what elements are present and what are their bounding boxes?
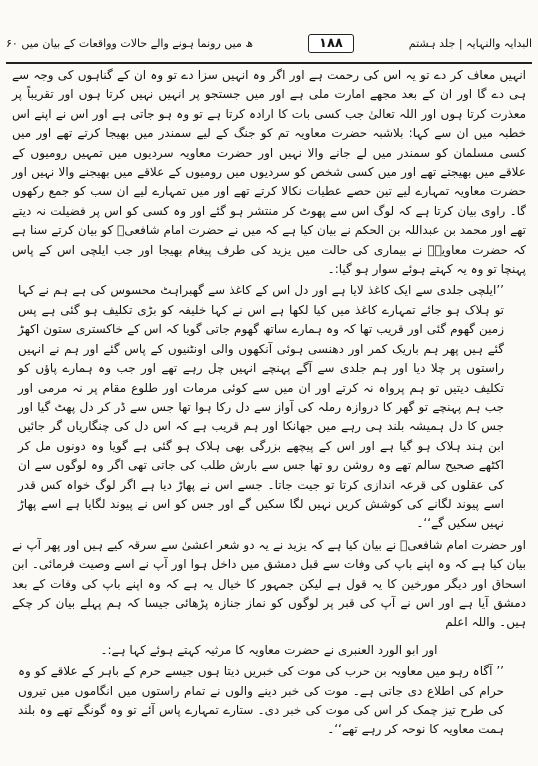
page-number: ۱۸۸ (308, 34, 354, 53)
volume-label: جلد ہشتم (408, 36, 456, 50)
page-body (12, 66, 526, 748)
page-header (6, 28, 532, 58)
header-separator: | (455, 36, 463, 50)
paragraph-1: انہیں معاف کر دے تو یہ اس کی رحمت ہے اور اگر وہ انہیں سزا دے تو وہ ان کے گناہوں کی وجہ سے ہی دے گا اور ان کے بعد مجھے امارت ملی ہے اور میں جستجو پر انہیں نہیں کرتا ہوں اور تقریباً پر معذرت کرتا ہوں اور اللہ تعالیٰ جب کسی بات کا ارادہ کرتا ہے تو وہ ہو جاتی ہے اور اس نے اپنے اس خطبہ میں ان سے کہا: بلاشبہ حضرت معاویہ تم کو جنگ کے لیے سمندر میں بھیجا کرتے تھے اور میں کسی مسلمان کو سمندر میں لے جانے والا نہیں اور حضرت معاویہ سردیوں میں تمہیں رومیوں کے علاقے میں بھیجتے تھے اور میں کسی شخص کو سردیوں میں رومیوں کے علاقے میں بھیجنے والا نہیں اور حضرت معاویہ تمہارے لیے تین حصے عطیات نکالا کرتے تھے اور میں تمہارے لیے ان سب کو جمع رکھوں گا۔ راوی بیان کرتا ہے کہ لوگ اس سے پھوٹ کر منتشر ہو گئے اور وہ کسی کو اس پر فضیلت نہ دیتے تھے اور محمد بن عبداللہ بن الحکم نے بیان کیا ہے کہ میں نے حضرت امام شافعیؒ کو بیان کرتے سنا ہے کہ حضرت معاویہؓ نے بیماری کی حالت میں یزید کی طرف پیغام بھیجا اور جب ایلچی اس کے پاس پہنچا تو وہ یہ کہتے ہوئے سوار ہو گیا:۔ (12, 68, 526, 277)
poem-quote: ’’ایلچی جلدی سے ایک کاغذ لایا ہے اور دل اس کے کاغذ سے گھبراہٹ محسوس کی ہے ہم نے کہا تو ہلاک ہو جائے تمہارے کاغذ میں کیا لکھا ہے اس نے کہا خلیفہ کو بڑی تکلیف ہو گئی ہے پس زمین گھوم گئی اور قریب تھا کہ وہ ہمارے ساتھ گھوم جاتی گویا کہ اس کے خاکستری ستون اکھڑ گئے ہیں پھر ہم باریک کمر اور دھنسی ہوئی آنکھوں والی اونٹنیوں کے پاس گئے اور ہم نے انہیں راستوں پر چلا دیا اور ہم جلدی سے آگے پہنچے انہیں چل رہے تھے اور جب وہ ہمارے پاؤں کو تکلیف دیتیں تو ہم پرواہ نہ کرتے اور ان میں سے کوئی مرمات اور طلوع مقام پر نہ مرمی اور جب ہم پہنچے تو گھر کا دروازہ رملہ کی آواز سے دل رکا ہوا تھا جس سے ڈر کر دل پھٹ گیا اور جس کا دل ہمیشہ بلند ہی رہے میں جھانکا اور ہم قریب ہے کہ اس دل کی چنگاریاں گر جائیں ابن ہند ہلاک ہو گیا ہے اور اس کے پیچھے بزرگی بھی ہلاک ہو گئی ہے گویا وہ دونوں مل کر اکٹھے صحیح سالم تھے وہ روشن رو تھا جس سے بارش طلب کی جاتی تھی اگر وہ لوگوں سے ان کی عقلوں کی قرعہ اندازی کرتا تو جیت جاتا۔ جسے اس نے پھاڑ دیا ہے اگر لوگ خواہ کس قدر اسے پیوند لگانے کی کوشش کریں نہیں لگا سکیں گے اور جس کو اس نے پیوند لگایا ہے اسے پھاڑ نہیں سکیں گے‘‘۔ (18, 283, 504, 531)
chapter-title: ۶۰ ھ میں رونما ہونے والے حالات وواقعات کے بیان میں (6, 36, 254, 50)
poem-intro: اور ابو الورد العنبری نے حضرت معاویہ کا مرثیہ کہتے ہوئے کہا ہے:۔ (100, 642, 438, 657)
book-name: البدایہ والنہایہ (466, 36, 532, 50)
poem-quote-2: ’’ آگاہ رہو میں معاویہ بن حرب کی موت کی خبریں دیتا ہوں جیسے حرم کے باہر کے علاقے کو وہ حرام کی اطلاع دی جاتی ہے۔ موت کی خبر دینے والوں نے تمام راستوں میں انگاموں میں تیروں کی طرح تیز چمک کر اس کی موت کی خبر دی۔ ستارے تمہارے پاس آئے تو وہ گونگے تھے وہ بلند ہمت معاویہ کا نوحہ کر رہے تھے‘‘۔ (18, 664, 504, 737)
book-title (409, 37, 532, 50)
header-rule (6, 62, 532, 64)
paragraph-after-quote: اور حضرت امام شافعیؒ نے بیان کیا ہے کہ یزید نے یہ دو شعر اعشیٰ سے سرقہ کیے ہیں اور پھر آپ نے بیان کیا ہے کہ وہ اپنے باپ کی وفات سے قبل دمشق میں داخل ہوا اور آپ نے اسے وصیت فرمائی۔ ابن اسحاق اور دیگر مورخین کا یہ قول ہے لیکن جمہور کا خیال یہ ہے کہ وہ اپنے باپ کی وفات کے بعد دمشق آیا ہے اور اس نے آپ کی قبر پر لوگوں کو نماز جنازہ پڑھائی جیسا کہ ہم پہلے بیان کر چکے ہیں۔ واللہ اعلم (12, 537, 526, 630)
